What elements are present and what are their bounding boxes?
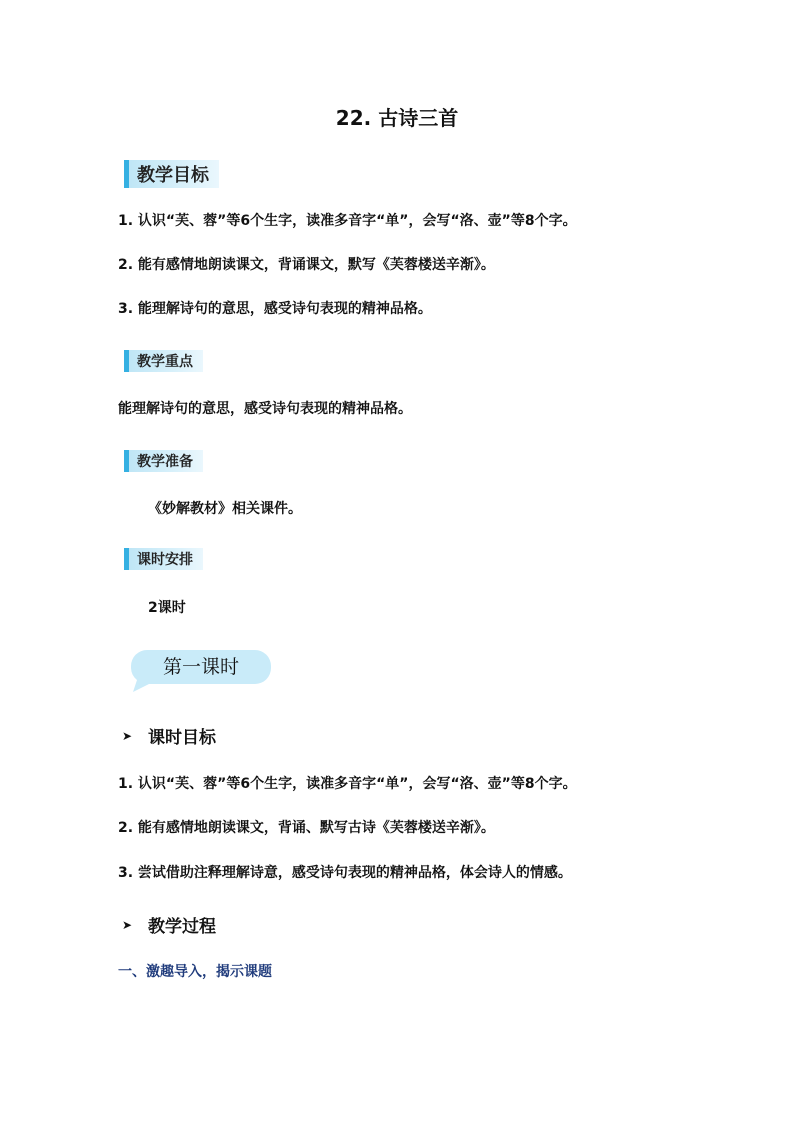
lesson-goals-heading bbox=[122, 723, 216, 748]
schedule-text: 2课时 bbox=[148, 600, 186, 616]
lesson-banner bbox=[131, 650, 271, 692]
key-points-text: 能理解诗句的意思，感受诗句表现的精神品格。 bbox=[118, 401, 412, 417]
goal-item-1: 1. 认识“芙、蓉”等6个生字，读准多音字“单”，会写“洛、壶”等8个字。 bbox=[118, 213, 577, 229]
page-title: 22. 古诗三首 bbox=[335, 106, 459, 130]
section-tag-schedule-label: 课时安排 bbox=[137, 552, 193, 568]
process-heading bbox=[122, 912, 216, 937]
lesson-goal-item-2: 2. 能有感情地朗读课文，背诵、默写古诗《芙蓉楼送辛渐》。 bbox=[118, 820, 495, 836]
lesson-goal-item-1: 1. 认识“芙、蓉”等6个生字，读准多音字“单”，会写“洛、壶”等8个字。 bbox=[118, 776, 577, 792]
section-tag-key-points bbox=[124, 350, 203, 372]
section-tag-key-points-label: 教学重点 bbox=[137, 354, 193, 370]
section-tag-goals bbox=[124, 160, 219, 188]
arrow-right-icon: ➤ bbox=[122, 917, 133, 932]
section-tag-goals-label: 教学目标 bbox=[137, 165, 209, 186]
lesson-goals-heading-label: 课时目标 bbox=[148, 728, 216, 748]
lesson-banner-label: 第一课时 bbox=[162, 656, 239, 678]
goal-item-2: 2. 能有感情地朗读课文，背诵课文，默写《芙蓉楼送辛渐》。 bbox=[118, 257, 495, 273]
section-tag-schedule bbox=[124, 548, 203, 570]
section-tag-preparation-label: 教学准备 bbox=[137, 454, 193, 470]
arrow-right-icon: ➤ bbox=[122, 728, 133, 743]
goal-item-3: 3. 能理解诗句的意思，感受诗句表现的精神品格。 bbox=[118, 301, 432, 317]
lesson-goal-item-3: 3. 尝试借助注释理解诗意，感受诗句表现的精神品格，体会诗人的情感。 bbox=[118, 865, 572, 881]
section-tag-preparation bbox=[124, 450, 203, 472]
preparation-text: 《妙解教材》相关课件。 bbox=[148, 501, 302, 517]
process-step-1: 一、激趣导入，揭示课题 bbox=[118, 964, 272, 980]
process-heading-label: 教学过程 bbox=[148, 917, 216, 937]
